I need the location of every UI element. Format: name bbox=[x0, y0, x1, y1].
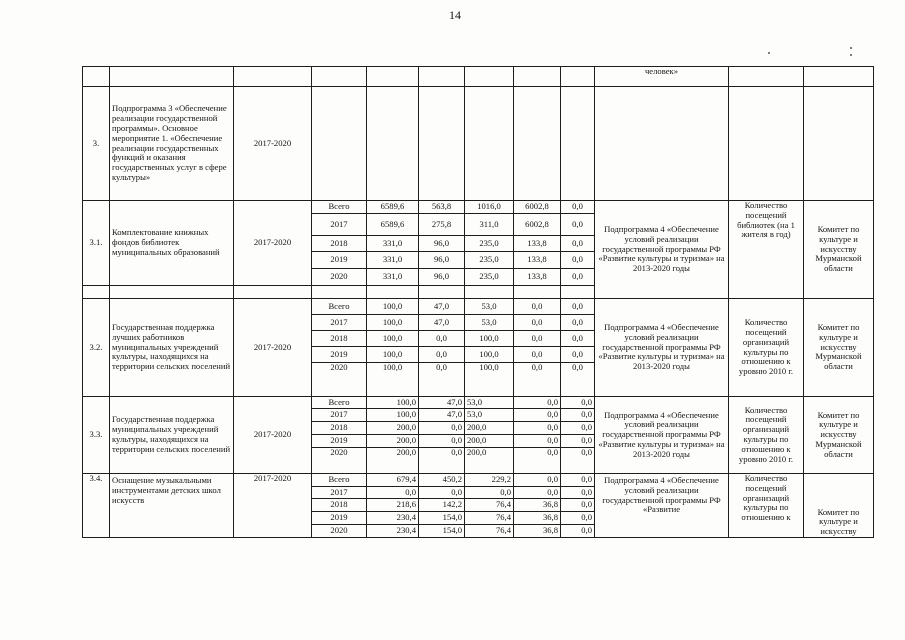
value-cell: 0,0 bbox=[561, 487, 595, 499]
value-cell: 47,0 bbox=[419, 397, 465, 409]
value-cell: 0,0 bbox=[561, 512, 595, 525]
value-cell: 53,0 bbox=[465, 409, 514, 422]
item-name: Государственная поддержка муниципальных учреждений культуры, находящихся на территории сельских поселений bbox=[110, 397, 234, 474]
value-cell: 133,8 bbox=[514, 269, 561, 286]
year-label: Всего bbox=[312, 474, 367, 487]
year-label: 2017 bbox=[312, 315, 367, 331]
year-label: 2019 bbox=[312, 435, 367, 448]
value-cell: 235,0 bbox=[465, 252, 514, 269]
value-cell: 36,8 bbox=[514, 525, 561, 538]
value-cell: 76,4 bbox=[465, 499, 514, 512]
value-cell: 0,0 bbox=[419, 347, 465, 363]
executor-cell: Комитет по культуре и искусству Мурманской области bbox=[804, 299, 874, 397]
value-cell: 230,4 bbox=[367, 525, 419, 538]
value-cell: 0,0 bbox=[514, 363, 561, 397]
value-cell: 0,0 bbox=[514, 299, 561, 315]
value-cell: 563,8 bbox=[419, 201, 465, 214]
value-cell: 0,0 bbox=[561, 397, 595, 409]
year-label: 2020 bbox=[312, 525, 367, 538]
value-cell: 0,0 bbox=[561, 363, 595, 397]
row-number: 3.1. bbox=[83, 201, 110, 286]
value-cell: 0,0 bbox=[514, 347, 561, 363]
value-cell: 154,0 bbox=[419, 512, 465, 525]
year-label: Всего bbox=[312, 299, 367, 315]
year-label: 2019 bbox=[312, 347, 367, 363]
row-number: 3.3. bbox=[83, 397, 110, 474]
table-row bbox=[83, 397, 874, 409]
value-cell: 200,0 bbox=[465, 448, 514, 474]
value-cell: 0,0 bbox=[514, 422, 561, 435]
link-cell: Подпрограмма 4 «Обеспечение условий реализации государственной программы РФ «Развитие культуры и туризма» на 2013-2020 годы bbox=[595, 299, 729, 397]
value-cell: 36,8 bbox=[514, 499, 561, 512]
value-cell: 0,0 bbox=[561, 525, 595, 538]
subprogram-3-row bbox=[83, 87, 874, 201]
indicator-cell: Количество посещений организаций культуры по отношению к bbox=[729, 474, 804, 538]
period-cell: 2017-2020 bbox=[234, 299, 312, 397]
year-label: 2020 bbox=[312, 363, 367, 397]
indicator-cell: Количество посещений организаций культуры по отношению к уровню 2010 г. bbox=[729, 299, 804, 397]
value-cell: 76,4 bbox=[465, 525, 514, 538]
value-cell: 0,0 bbox=[419, 487, 465, 499]
year-label: 2017 bbox=[312, 409, 367, 422]
value-cell: 0,0 bbox=[561, 252, 595, 269]
value-cell: 47,0 bbox=[419, 315, 465, 331]
row-number: 3. bbox=[83, 87, 110, 201]
value-cell: 0,0 bbox=[561, 448, 595, 474]
value-cell: 96,0 bbox=[419, 252, 465, 269]
continuation-row bbox=[83, 67, 874, 87]
value-cell: 47,0 bbox=[419, 299, 465, 315]
value-cell: 53,0 bbox=[465, 397, 514, 409]
value-cell: 0,0 bbox=[561, 331, 595, 347]
value-cell: 76,4 bbox=[465, 512, 514, 525]
value-cell: 200,0 bbox=[367, 435, 419, 448]
scan-speck bbox=[768, 52, 770, 54]
value-cell: 0,0 bbox=[514, 487, 561, 499]
value-cell: 100,0 bbox=[465, 347, 514, 363]
value-cell: 6002,8 bbox=[514, 214, 561, 236]
year-label: 2020 bbox=[312, 448, 367, 474]
value-cell: 0,0 bbox=[514, 474, 561, 487]
value-cell: 200,0 bbox=[465, 422, 514, 435]
indicator-cell: Количество посещений библиотек (на 1 жителя в год) bbox=[729, 201, 804, 299]
value-cell: 0,0 bbox=[419, 331, 465, 347]
value-cell: 100,0 bbox=[367, 409, 419, 422]
value-cell: 0,0 bbox=[561, 201, 595, 214]
value-cell: 229,2 bbox=[465, 474, 514, 487]
value-cell: 331,0 bbox=[367, 252, 419, 269]
value-cell: 0,0 bbox=[561, 347, 595, 363]
value-cell: 53,0 bbox=[465, 315, 514, 331]
subprogram-title: Подпрограмма 3 «Обеспечение реализации государственной программы». Основное мероприятие 1. «Обеспечение реализации государственных функций и оказания государственных услуг в сфере культуры» bbox=[110, 87, 234, 201]
program-table bbox=[82, 66, 874, 538]
page-number: 14 bbox=[449, 8, 461, 22]
value-cell: 100,0 bbox=[367, 397, 419, 409]
value-cell: 6589,6 bbox=[367, 214, 419, 236]
value-cell: 0,0 bbox=[561, 422, 595, 435]
value-cell: 311,0 bbox=[465, 214, 514, 236]
value-cell: 0,0 bbox=[514, 331, 561, 347]
executor-cell: Комитет по культуре и искусству bbox=[804, 474, 874, 538]
year-label: Всего bbox=[312, 201, 367, 214]
value-cell: 0,0 bbox=[561, 315, 595, 331]
value-cell: 0,0 bbox=[561, 474, 595, 487]
value-cell: 0,0 bbox=[514, 315, 561, 331]
item-name: Государственная поддержка лучших работников муниципальных учреждений культуры, находящихся на территории сельских поселений bbox=[110, 299, 234, 397]
link-cell: Подпрограмма 4 «Обеспечение условий реализации государственной программы РФ «Развитие bbox=[595, 474, 729, 538]
value-cell: 0,0 bbox=[367, 487, 419, 499]
value-cell: 0,0 bbox=[514, 435, 561, 448]
value-cell: 96,0 bbox=[419, 269, 465, 286]
row-number: 3.4. bbox=[83, 474, 110, 538]
link-cell: Подпрограмма 4 «Обеспечение условий реализации государственной программы РФ «Развитие культуры и туризма» на 2013-2020 годы bbox=[595, 201, 729, 299]
value-cell: 36,8 bbox=[514, 512, 561, 525]
item-name: Комплектование книжных фондов библиотек муниципальных образований bbox=[110, 201, 234, 286]
value-cell: 6002,8 bbox=[514, 201, 561, 214]
value-cell: 0,0 bbox=[514, 448, 561, 474]
executor-cell: Комитет по культуре и искусству Мурманской области bbox=[804, 201, 874, 299]
value-cell: 154,0 bbox=[419, 525, 465, 538]
year-label: 2017 bbox=[312, 214, 367, 236]
indicator-fragment: человек» bbox=[595, 67, 729, 87]
value-cell: 100,0 bbox=[465, 331, 514, 347]
value-cell: 275,8 bbox=[419, 214, 465, 236]
value-cell: 0,0 bbox=[419, 435, 465, 448]
value-cell: 100,0 bbox=[367, 299, 419, 315]
value-cell: 1016,0 bbox=[465, 201, 514, 214]
value-cell: 0,0 bbox=[465, 487, 514, 499]
value-cell: 100,0 bbox=[367, 315, 419, 331]
value-cell: 331,0 bbox=[367, 236, 419, 252]
period-cell: 2017-2020 bbox=[234, 201, 312, 286]
value-cell: 679,4 bbox=[367, 474, 419, 487]
period-cell: 2017-2020 bbox=[234, 474, 312, 538]
value-cell: 200,0 bbox=[465, 435, 514, 448]
year-label: 2019 bbox=[312, 512, 367, 525]
value-cell: 450,2 bbox=[419, 474, 465, 487]
period-cell: 2017-2020 bbox=[234, 87, 312, 201]
value-cell: 6589,6 bbox=[367, 201, 419, 214]
indicator-cell: Количество посещений организаций культуры по отношению к уровню 2010 г. bbox=[729, 397, 804, 474]
table-row bbox=[83, 299, 874, 315]
year-label: 2018 bbox=[312, 331, 367, 347]
value-cell: 100,0 bbox=[367, 331, 419, 347]
year-label: 2018 bbox=[312, 422, 367, 435]
value-cell: 0,0 bbox=[514, 409, 561, 422]
value-cell: 100,0 bbox=[367, 347, 419, 363]
value-cell: 230,4 bbox=[367, 512, 419, 525]
value-cell: 0,0 bbox=[561, 236, 595, 252]
value-cell: 235,0 bbox=[465, 236, 514, 252]
value-cell: 47,0 bbox=[419, 409, 465, 422]
scan-speck bbox=[850, 54, 852, 56]
value-cell: 100,0 bbox=[465, 363, 514, 397]
year-label: 2017 bbox=[312, 487, 367, 499]
value-cell: 0,0 bbox=[561, 269, 595, 286]
year-label: 2018 bbox=[312, 499, 367, 512]
value-cell: 0,0 bbox=[561, 409, 595, 422]
value-cell: 331,0 bbox=[367, 269, 419, 286]
value-cell: 218,6 bbox=[367, 499, 419, 512]
year-label: 2019 bbox=[312, 252, 367, 269]
table-row bbox=[83, 201, 874, 214]
value-cell: 0,0 bbox=[419, 363, 465, 397]
link-cell: Подпрограмма 4 «Обеспечение условий реализации государственной программы РФ «Развитие культуры и туризма» на 2013-2020 годы bbox=[595, 397, 729, 474]
period-cell: 2017-2020 bbox=[234, 397, 312, 474]
value-cell: 0,0 bbox=[561, 299, 595, 315]
table-row bbox=[83, 474, 874, 487]
row-number: 3.2. bbox=[83, 299, 110, 397]
year-label: Всего bbox=[312, 397, 367, 409]
item-name: Оснащение музыкальными инструментами детских школ искусств bbox=[110, 474, 234, 538]
value-cell: 100,0 bbox=[367, 363, 419, 397]
executor-cell: Комитет по культуре и искусству Мурманской области bbox=[804, 397, 874, 474]
value-cell: 0,0 bbox=[514, 397, 561, 409]
value-cell: 133,8 bbox=[514, 252, 561, 269]
value-cell: 0,0 bbox=[561, 499, 595, 512]
value-cell: 133,8 bbox=[514, 236, 561, 252]
value-cell: 0,0 bbox=[561, 435, 595, 448]
value-cell: 200,0 bbox=[367, 422, 419, 435]
year-label: 2018 bbox=[312, 236, 367, 252]
value-cell: 96,0 bbox=[419, 236, 465, 252]
value-cell: 0,0 bbox=[419, 448, 465, 474]
value-cell: 235,0 bbox=[465, 269, 514, 286]
value-cell: 0,0 bbox=[561, 214, 595, 236]
value-cell: 0,0 bbox=[419, 422, 465, 435]
scan-speck bbox=[850, 47, 852, 49]
year-label: 2020 bbox=[312, 269, 367, 286]
value-cell: 200,0 bbox=[367, 448, 419, 474]
value-cell: 142,2 bbox=[419, 499, 465, 512]
value-cell: 53,0 bbox=[465, 299, 514, 315]
